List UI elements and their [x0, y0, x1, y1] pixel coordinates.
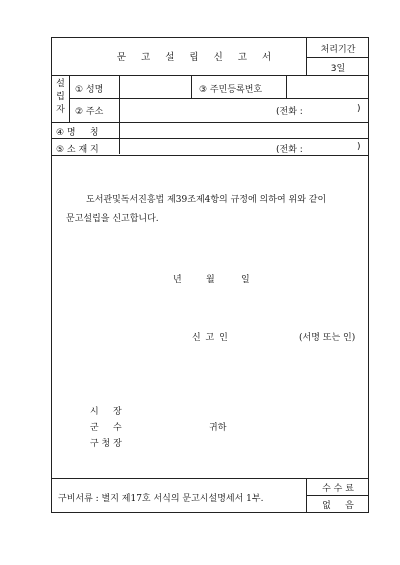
- location-phone-label: (전화 :: [276, 145, 303, 155]
- report-form: [51, 37, 369, 513]
- library-name-value[interactable]: [120, 123, 367, 137]
- date-month-label: 월: [206, 275, 215, 285]
- address-phone-label: (전화 :: [276, 107, 303, 117]
- address-field-label: ② 주소: [75, 107, 104, 117]
- founder-label-char: 자: [56, 105, 65, 115]
- date-day-label: 일: [241, 275, 250, 285]
- footer-top-line: [52, 478, 368, 479]
- recipient-mayor: 시 장: [90, 407, 122, 417]
- fee-label: 수 수 료: [322, 484, 354, 494]
- attachments-note: 구비서류 : 별지 제17호 서식의 문고시설명세서 1부.: [58, 494, 264, 504]
- founder-label: [52, 78, 69, 117]
- recipient-county-head: 군 수: [90, 423, 122, 433]
- address-phone-close: ): [357, 104, 361, 114]
- processing-period-label: 처리기간: [320, 45, 356, 55]
- location-phone-close: ): [357, 142, 361, 152]
- name-value-divider: [191, 75, 192, 98]
- location-bottom-line: [52, 155, 368, 156]
- location-value[interactable]: [120, 139, 260, 153]
- processing-period-value: 3일: [330, 64, 346, 74]
- form-title: 문 고 설 립 신 고 서: [116, 52, 278, 63]
- statement-line-2: 문고설립을 신고합니다.: [66, 214, 159, 224]
- address-field-value[interactable]: [120, 99, 260, 121]
- fee-value: 없 음: [322, 501, 354, 511]
- resident-id-value[interactable]: [287, 76, 367, 97]
- statement-line-1: 도서관및독서진흥법 제39조제4항의 규정에 의하여 위와 같이: [86, 195, 327, 205]
- date-year-label: 년: [173, 275, 182, 285]
- founder-label-char: 설: [56, 79, 65, 89]
- founder-label-char: 립: [56, 92, 65, 102]
- recipient-district-head: 구 청 장: [90, 439, 122, 449]
- period-divider: [306, 57, 369, 58]
- signature-note: (서명 또는 인): [299, 333, 356, 343]
- name-field-label: ① 성명: [75, 85, 104, 95]
- library-name-label: ④ 명 칭: [56, 128, 99, 138]
- location-label: ⑤ 소 재 지: [56, 145, 99, 155]
- fee-mid-line: [306, 495, 369, 496]
- honorific-label: 귀하: [209, 423, 227, 433]
- name-field-value[interactable]: [120, 76, 190, 97]
- reporter-label: 신 고 인: [192, 333, 229, 343]
- resident-id-label: ③ 주민등록번호: [199, 85, 263, 95]
